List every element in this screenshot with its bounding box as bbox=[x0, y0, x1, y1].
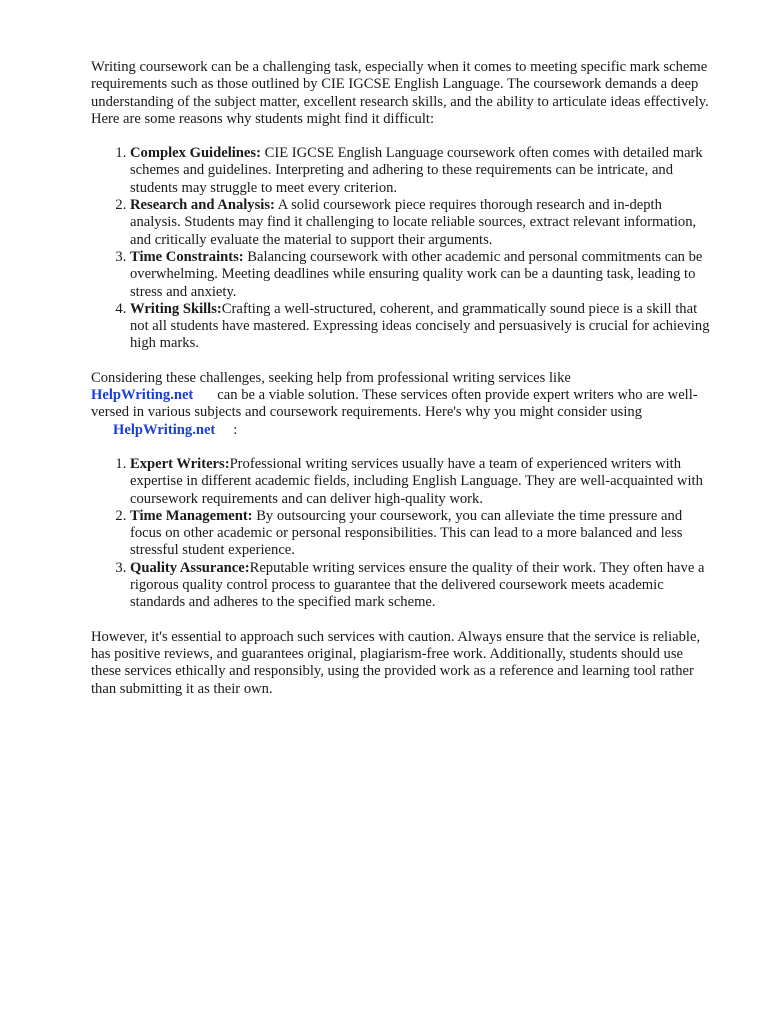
list-item-text: A solid coursework piece requires thorough research and in-depth analysis. Students may find it challenging to locate reliable sources, extract relevant information, and critically evaluate the material to support their arguments. bbox=[130, 197, 697, 248]
list-item bbox=[130, 456, 713, 508]
services-text-start: Considering these challenges, seeking help from professional writing services like bbox=[91, 369, 571, 386]
list-item-term: Research and Analysis: bbox=[130, 197, 275, 214]
list-item-term: Expert Writers: bbox=[130, 455, 230, 472]
list-item-text: By outsourcing your coursework, you can alleviate the time pressure and focus on other academic or personal responsibilities. This can lead to a more balanced and less stressful student experience. bbox=[130, 507, 683, 559]
difficulties-list bbox=[91, 145, 713, 353]
list-item bbox=[130, 197, 713, 249]
services-text-end: : bbox=[233, 421, 238, 438]
list-item bbox=[130, 301, 713, 353]
list-item bbox=[130, 508, 713, 560]
list-item-term: Quality Assurance: bbox=[130, 559, 250, 576]
list-item-text: Crafting a well-structured, coherent, and grammatically sound piece is a skill that not all students have mastered. Expressing ideas concisely and persuasively is crucial for achieving high marks. bbox=[130, 300, 710, 352]
services-paragraph bbox=[91, 370, 713, 439]
document-page bbox=[91, 59, 713, 698]
helpwriting-link-2[interactable]: HelpWriting.net bbox=[113, 421, 216, 438]
list-item-term: Time Constraints: bbox=[130, 248, 244, 265]
list-item bbox=[130, 249, 713, 301]
list-item-text: Reputable writing services ensure the quality of their work. They often have a rigorous quality control process to guarantee that the delivered coursework meets academic standards and adheres to the specified mark scheme. bbox=[130, 559, 705, 611]
list-item-text: CIE IGCSE English Language coursework often comes with detailed mark schemes and guidelines. Interpreting and adhering to these requirements can be intricate, and students may struggle to meet every criterion. bbox=[130, 145, 703, 196]
list-item-term: Complex Guidelines: bbox=[130, 145, 261, 162]
closing-paragraph: However, it's essential to approach such services with caution. Always ensure that the service is reliable, has positive reviews, and guarantees original, plagiarism-free work. Additionally, students should use these services ethically and responsibly, using the provided work as a reference and learning tool rather than submitting it as their own. bbox=[91, 628, 701, 697]
services-text-middle: can be a viable solution. These services often provide expert writers who are well-versed in various subjects and coursework requirements. Here's why you might consider using bbox=[91, 387, 698, 421]
list-item bbox=[130, 560, 713, 612]
helpwriting-link-1[interactable]: HelpWriting.net bbox=[91, 387, 194, 404]
list-item-term: Time Management: bbox=[130, 507, 253, 524]
list-item-text: Balancing coursework with other academic and personal commitments can be overwhelming. Meeting deadlines while ensuring quality work can be a daunting task, leading to stress and anxiety. bbox=[130, 248, 703, 300]
benefits-list bbox=[91, 456, 713, 612]
list-item bbox=[130, 145, 713, 197]
list-item-text: Professional writing services usually have a team of experienced writers with expertise in different academic fields, including English Language. They are well-acquainted with coursework requirements and can deliver high-quality work. bbox=[130, 455, 703, 507]
intro-paragraph: Writing coursework can be a challenging task, especially when it comes to meeting specific mark scheme requirements such as those outlined by CIE IGCSE English Language. The coursework demands a deep understanding of the subject matter, excellent research skills, and the ability to articulate ideas effectively. Here are some reasons why students might find it difficult: bbox=[91, 59, 709, 127]
list-item-term: Writing Skills: bbox=[130, 300, 222, 317]
